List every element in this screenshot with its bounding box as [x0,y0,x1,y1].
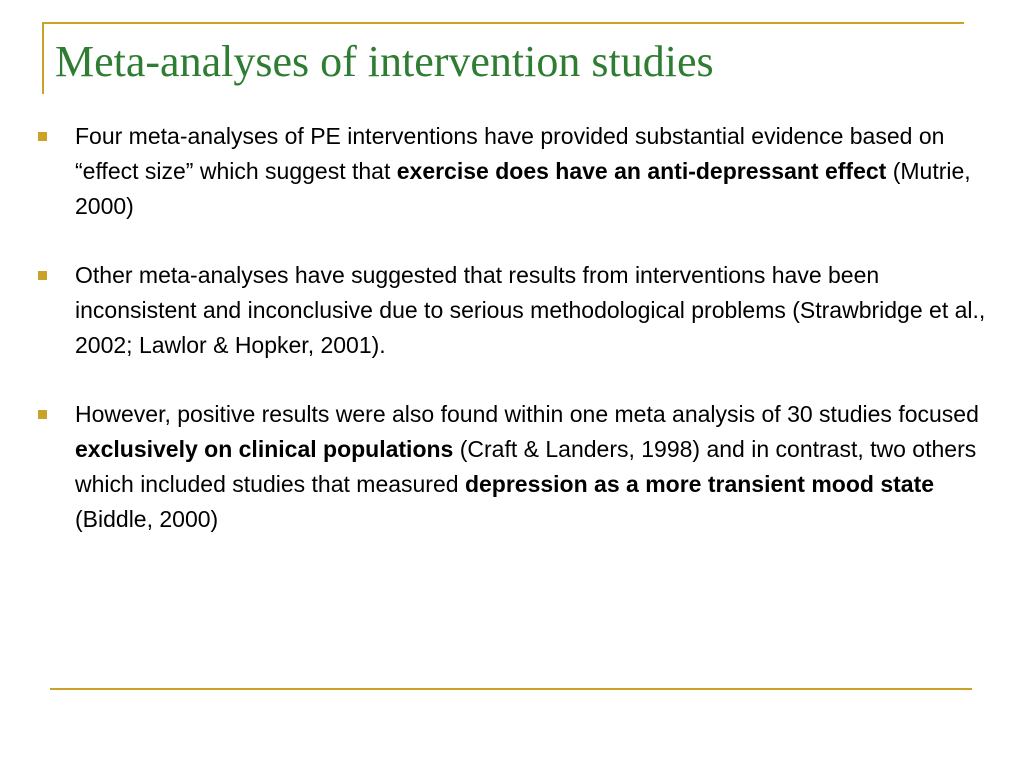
bullet-list [38,119,1003,571]
bullet-text-2 [75,262,985,358]
square-bullet-icon [38,271,47,280]
bullet-3-segment-5: (Biddle, 2000) [75,506,219,532]
title-accent-vertical-line [42,22,44,94]
square-bullet-icon [38,410,47,419]
slide-title: Meta-analyses of intervention studies [55,37,714,86]
bullet-3-bold-segment-1: exclusively on clinical populations [75,436,454,462]
bullet-3-segment-3: (Craft & Landers, 1998) and in contrast, two others which included studies that measured [75,436,977,497]
bullet-1-bold-segment: exercise does have an anti-depressant effect [396,158,887,184]
bullet-1-segment-1: Four meta-analyses of PE interventions have provided substantial evidence based on “effect size” which suggest that [75,123,945,184]
title-accent-top-line [42,22,964,24]
footer-divider-line [50,688,972,690]
bullet-item-3 [38,397,1003,537]
bullet-item-1 [38,119,1003,224]
bullet-2-segment-1: Other meta-analyses have suggested that results from interventions have been inconsistent and inconclusive due to serious methodological problems (Strawbridge et al., 2002; Lawlor & Hopker, 2001). [75,262,986,358]
bullet-3-bold-segment-2: depression as a more transient mood state [464,471,935,497]
bullet-text-1 [75,123,971,219]
bullet-3-segment-1: However, positive results were also found within one meta analysis of 30 studies focused [75,401,979,427]
square-bullet-icon [38,132,47,141]
bullet-item-2 [38,258,1003,363]
bullet-text-3 [75,401,979,532]
bullet-1-segment-3: (Mutrie, 2000) [75,158,971,219]
